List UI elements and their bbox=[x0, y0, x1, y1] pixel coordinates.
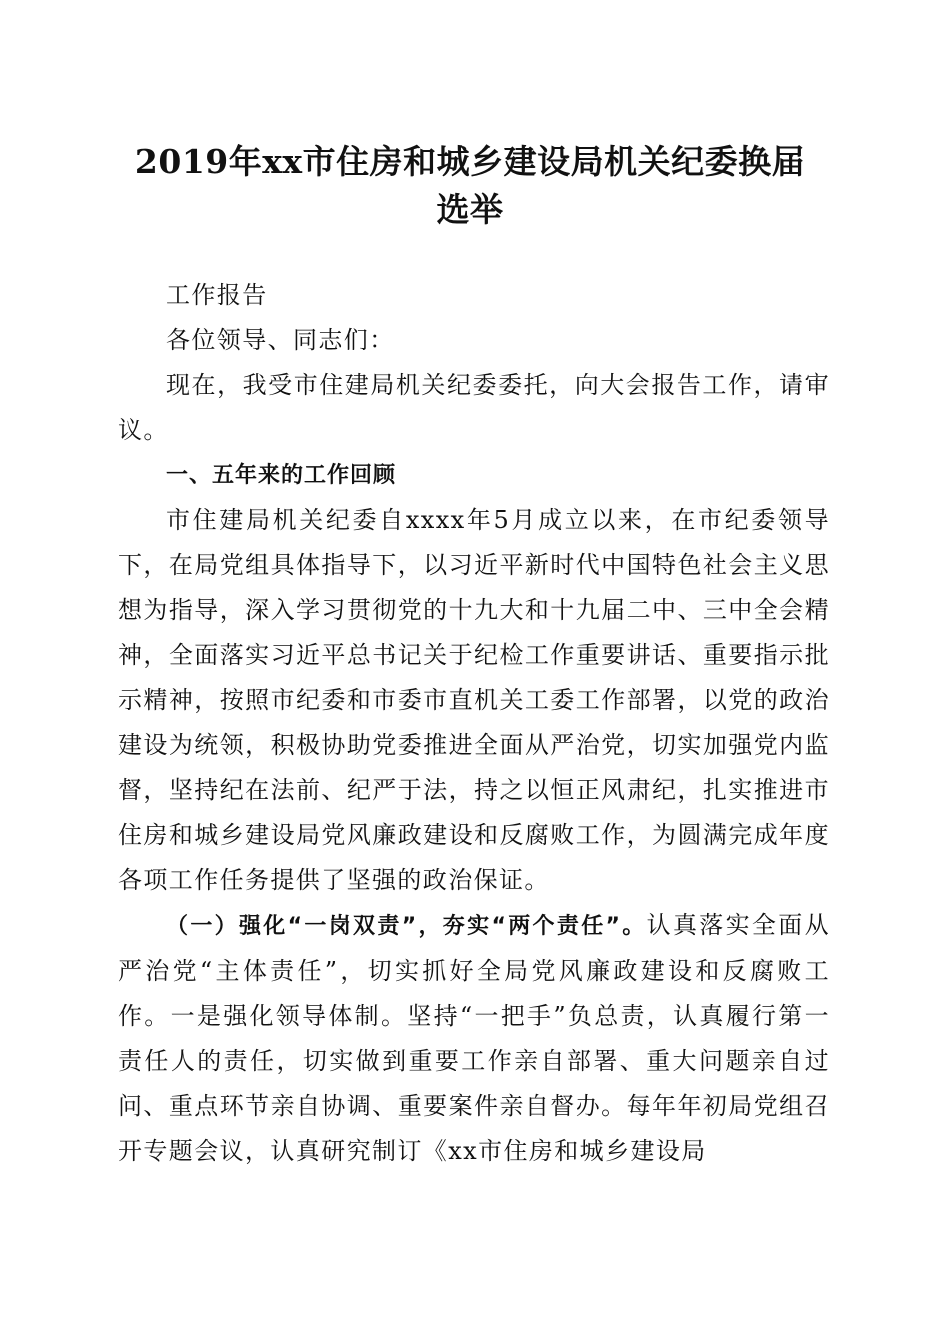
document-body bbox=[118, 273, 830, 1174]
section-heading: 一、五年来的工作回顾 bbox=[166, 463, 397, 488]
title-line-2: 选举 bbox=[436, 190, 504, 229]
intro-paragraph: 现在，我受市住建局机关纪委委托，向大会报告工作，请审议。 bbox=[118, 371, 830, 444]
title-line-1: 2019年xx市住房和城乡建设局机关纪委换届 bbox=[134, 142, 806, 181]
section-paragraph: 市住建局机关纪委自xxxx年5月成立以来，在市纪委领导下，在局党组具体指导下，以习近平新时代中国特色社会主义思想为指导，深入学习贯彻党的十九大和十九届二中、三中全会精神，全面落实习近平总书记关于纪检工作重要讲话、重要指示批示精神，按照市纪委和市委市直机关工委工作部署，以党的政治建设为统领，积极协助党委推进全面从严治党，切实加强党内监督，坚持纪在法前、纪严于法，持之以恒正风肃纪，扎实推进市住房和城乡建设局党风廉政建设和反腐败工作，为圆满完成年度各项工作任务提供了坚强的政治保证。 bbox=[118, 506, 830, 894]
subtitle: 工作报告 bbox=[166, 281, 268, 309]
document-title bbox=[110, 138, 830, 234]
subsection-text: 认真落实全面从严治党“主体责任”，切实抓好全局党风廉政建设和反腐败工作。一是强化领导体制。坚持“一把手”负总责，认真履行第一责任人的责任，切实做到重要工作亲自部署、重大问题亲自过问、重点环节亲自协调、重要案件亲自督办。每年年初局党组召开专题会议，认真研究制订《xx市住房和城乡建设局 bbox=[118, 911, 830, 1165]
subsection-lead: （一）强化“一岗双责”，夯实“两个责任”。 bbox=[166, 914, 647, 939]
salutation: 各位领导、同志们： bbox=[166, 326, 395, 354]
subsection-paragraph bbox=[118, 903, 830, 1174]
